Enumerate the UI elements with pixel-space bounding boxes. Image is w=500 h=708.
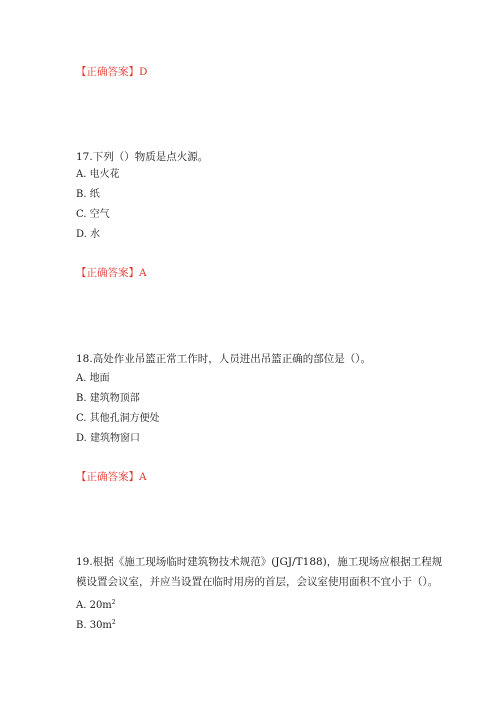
question-17-option-d: D. 水	[76, 229, 101, 240]
question-18-option-d: D. 建筑物窗口	[76, 433, 141, 444]
question-18-option-b: B. 建筑物顶部	[76, 393, 140, 404]
question-17-option-b: B. 纸	[76, 189, 100, 200]
question-17-option-c: C. 空气	[76, 209, 110, 220]
question-17-stem: 17.下列（）物质是点火源。	[76, 151, 209, 163]
answer-prefix: 【正确答案】	[76, 471, 139, 483]
answer-line-18	[76, 470, 147, 484]
answer-value: A	[139, 471, 147, 483]
answer-prefix: 【正确答案】	[76, 267, 139, 279]
answer-prefix: 【正确答案】	[76, 66, 139, 78]
question-18-option-c: C. 其他孔洞方便处	[76, 413, 160, 424]
superscript: 2	[111, 599, 116, 606]
option-label: B. 30m	[76, 620, 112, 631]
answer-line-17	[76, 266, 147, 280]
answer-value: D	[139, 66, 148, 78]
answer-line-16	[76, 65, 147, 79]
answer-value: A	[139, 267, 147, 279]
question-19-option-a	[76, 596, 116, 613]
question-17-option-a: A. 电火花	[76, 169, 120, 180]
question-18-stem: 18.高处作业吊篮正常工作时，人员进出吊篮正确的部位是（）。	[76, 353, 371, 365]
option-label: A. 20m	[76, 600, 112, 611]
question-19-option-b	[76, 616, 116, 633]
question-18-option-a: A. 地面	[76, 373, 110, 384]
superscript: 2	[111, 619, 116, 626]
question-19-stem-line-2: 模设置会议室，并应当设置在临时用房的首层，会议室使用面积不宜小于（）。	[76, 576, 439, 588]
question-19-stem-line-1: 19.根据《施工现场临时建筑物技术规范》(JGJ/T188)，施工现场应根据工程规	[76, 556, 443, 568]
